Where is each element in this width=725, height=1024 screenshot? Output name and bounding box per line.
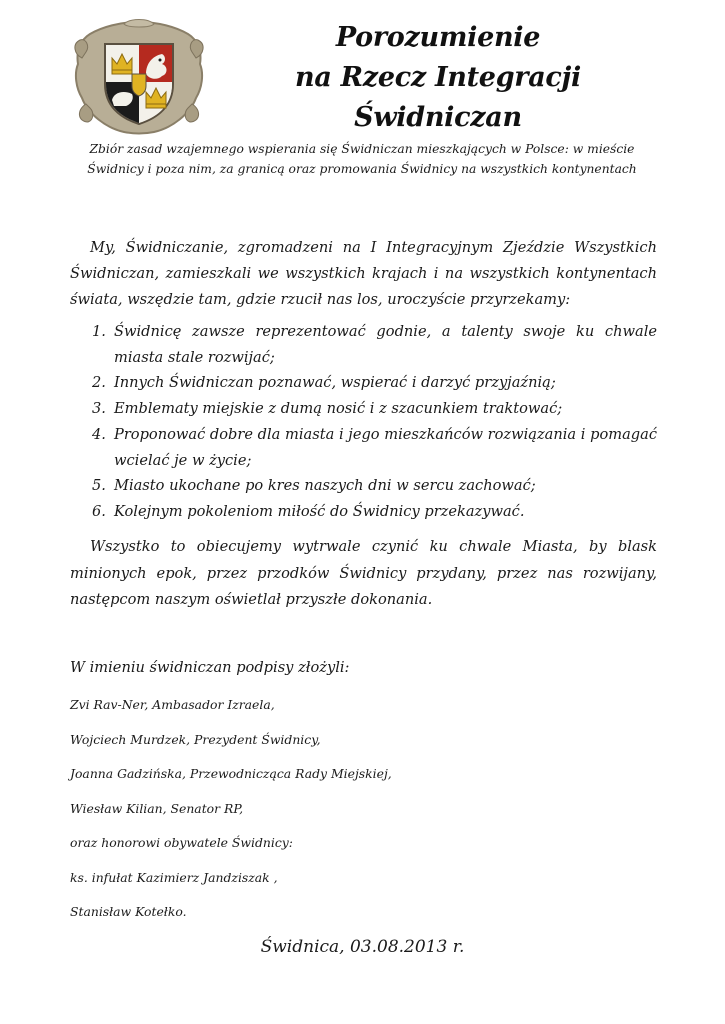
pledge-number: 2. xyxy=(92,374,106,392)
signatory: Stanisław Kotełko. xyxy=(70,904,187,919)
signatory: oraz honorowi obywatele Świdnicy: xyxy=(70,835,293,850)
signatory: Zvi Rav-Ner, Ambasador Izraela, xyxy=(70,697,275,712)
pledge-item xyxy=(70,499,657,525)
signatory: ks. infułat Kazimierz Jandziszak , xyxy=(70,869,278,885)
pledge-item xyxy=(70,370,657,396)
document-title xyxy=(218,18,658,138)
signatory: Wiesław Kilian, Senator RP, xyxy=(70,800,244,816)
pledge-item xyxy=(70,319,657,370)
place-and-date: Świdnica, 03.08.2013 r. xyxy=(260,937,465,957)
signatory-list xyxy=(70,695,570,937)
title-line-2: na Rzecz Integracji Świdniczan xyxy=(295,62,581,133)
document-subtitle: Zbiór zasad wzajemnego wspierania się Świdniczan mieszkających w Polsce: w mieście Świdnicy i poza nim, za granicą oraz promowania Świdnicy na wszystkich kontynentach xyxy=(87,142,637,176)
signatures-heading: W imieniu świdniczan podpisy złożyli: xyxy=(70,659,350,676)
signatory: Wojciech Murdzek, Prezydent Świdnicy, xyxy=(70,731,321,747)
pledge-item xyxy=(70,396,657,422)
pledge-number: 4. xyxy=(92,425,106,443)
title-line-1: Porozumienie xyxy=(335,22,541,53)
pledge-number: 5. xyxy=(92,477,106,495)
coat-of-arms-icon xyxy=(72,18,206,136)
pledge-number: 6. xyxy=(92,502,106,520)
closing-paragraph: Wszystko to obiecujemy wytrwale czynić ku chwale Miasta, by blask minionych epok, przez przodków Świdnicy przydany, przez nas rozwijany, następcom naszym oświetlał przyszłe dokonania. xyxy=(70,538,657,608)
pledge-text: Miasto ukochane po kres naszych dni w sercu zachować; xyxy=(114,477,536,495)
pledge-list xyxy=(70,319,657,525)
pledge-text: Innych Świdniczan poznawać, wspierać i darzyć przyjaźnią; xyxy=(114,374,556,392)
pledge-text: Proponować dobre dla miasta i jego mieszkańców rozwiązania i pomagać wcielać je w życie; xyxy=(114,425,657,469)
pledge-text: Kolejnym pokoleniom miłość do Świdnicy przekazywać. xyxy=(114,502,525,520)
pledge-number: 3. xyxy=(92,400,106,418)
pledge-text: Emblematy miejskie z dumą nosić i z szacunkiem traktować; xyxy=(114,400,563,418)
preamble-paragraph: My, Świdniczanie, zgromadzeni na I Integracyjnym Zjeździe Wszystkich Świdniczan, zamieszkali we wszystkich krajach i na wszystkich kontynentach świata, wszędzie tam, gdzie rzucił nas los, uroczyście przyrzekamy: xyxy=(70,239,657,308)
pledge-item xyxy=(70,422,657,473)
signatory: Joanna Gadzińska, Przewodnicząca Rady Miejskiej, xyxy=(70,766,392,781)
pledge-text: Świdnicę zawsze reprezentować godnie, a talenty swoje ku chwale miasta stale rozwijać; xyxy=(114,323,657,366)
pledge-item xyxy=(70,473,657,499)
pledge-number: 1. xyxy=(92,323,106,340)
